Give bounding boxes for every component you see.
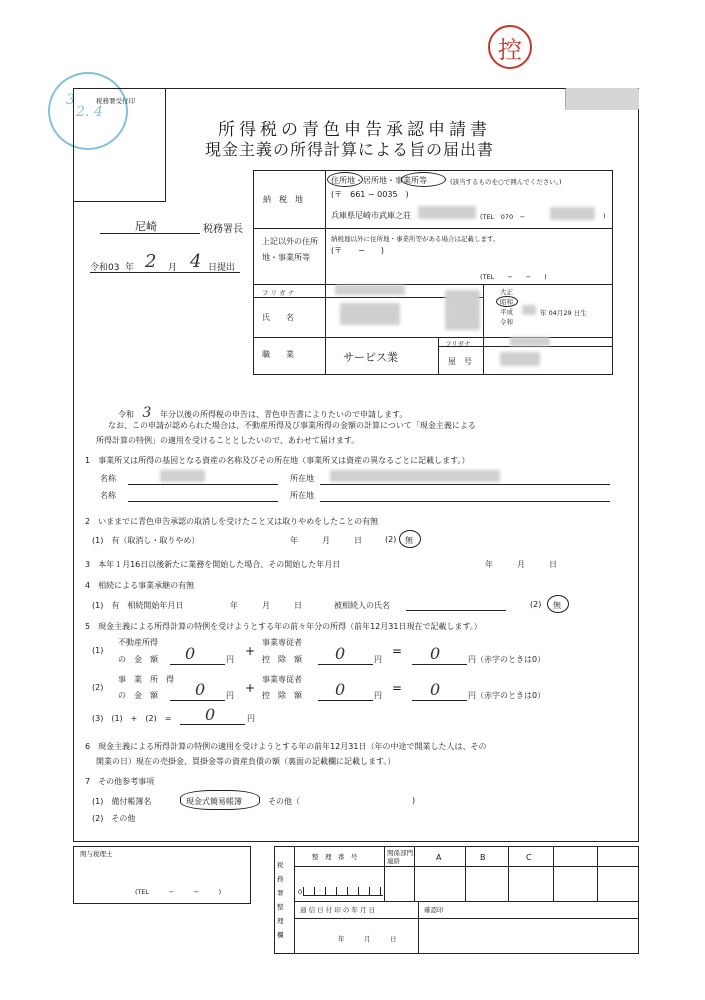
s4-option-1: (1) 有 相続開始年月日	[92, 601, 184, 610]
title-line2: 現金主義の所得計算による旨の届出書	[205, 140, 495, 159]
circle-office	[401, 172, 446, 187]
col-c: C	[526, 853, 532, 862]
col-b: B	[480, 853, 486, 862]
s5-row1-eq: =	[392, 644, 403, 658]
section-4: 4 相続による事業承継の有無	[85, 581, 195, 590]
s2-none: 無	[405, 536, 413, 545]
s5-row2-plus: +	[245, 681, 256, 695]
body-era: 令和	[118, 410, 134, 419]
s1-name-line-2	[128, 501, 278, 502]
redacted-seal	[445, 290, 480, 330]
accountant-tel: (TEL − − )	[135, 888, 222, 896]
s3-date: 年 月 日	[485, 560, 557, 569]
receipt-label: 税務署受付印	[96, 97, 135, 105]
reg-no-label: 整 理 番 号	[312, 853, 358, 861]
section-2: 2 いままでに青色申告承認の取消しを受けたこと又は取りやめをしたことの有無	[85, 517, 379, 526]
body-year: 3	[142, 405, 152, 421]
s5-row1-note: 円（赤字のときは0）	[468, 655, 546, 664]
other-tel: (TEL − − )	[480, 273, 547, 281]
s5-row1-plus: +	[245, 644, 256, 658]
s1-name-1: 名称	[100, 474, 116, 483]
s5-row2-yen2: 円	[374, 691, 382, 700]
s1-place-2: 所在地	[290, 491, 314, 500]
label-job: 職 業	[262, 350, 294, 359]
receipt-box	[73, 88, 166, 202]
s5-row2-yen1: 円	[226, 691, 234, 700]
s7-option-1: (1) 備付帳簿名	[92, 797, 152, 806]
s1-place-line-1	[320, 484, 610, 485]
postal-code: (〒 661 − 0035 )	[331, 190, 409, 199]
redacted-name	[340, 303, 400, 325]
office-use-table	[274, 846, 639, 954]
s7-book: 現金式簡易帳簿	[186, 797, 242, 806]
label-taxplace: 納 税 地	[263, 195, 303, 204]
submit-month: 2	[145, 251, 157, 272]
circle-showa	[496, 296, 518, 307]
s7-other: その他（	[268, 797, 300, 806]
tel-close: )	[603, 212, 606, 220]
office-underline	[100, 233, 200, 234]
dept-label: 関係部門連絡	[387, 849, 413, 865]
body-line3: 所得計算の特例」の適用を受けることとしたいので、あわせて届けます。	[96, 436, 360, 445]
circle-address	[327, 172, 363, 187]
taxpayer-table	[253, 170, 613, 375]
s5-row1-label: (1)	[92, 646, 104, 655]
col-a: A	[436, 853, 442, 862]
date-underline	[90, 272, 240, 273]
s5-row2-d1: 事業専従者	[262, 675, 302, 684]
submit-era: 令和03	[90, 263, 120, 273]
s5-row1-yen2: 円	[374, 655, 382, 664]
submit-month-unit: 月	[168, 263, 178, 273]
other-postal: (〒 − )	[331, 246, 384, 255]
label-furigana: フ リ ガ ナ	[262, 289, 295, 297]
s5-row1-yen1: 円	[226, 655, 234, 664]
s4-none: 無	[553, 601, 561, 610]
s5-row1-d1: 事業専従者	[262, 638, 302, 647]
era-reiwa: 令和	[500, 318, 513, 326]
section-1: 1 事業所又は所得の基因となる資産の名称及びその所在地（事業所又は資産の異なるごとに記載します。）	[85, 456, 470, 465]
s5-row3-value: 0	[205, 705, 216, 724]
place-options: 住所地・居所地・事業所等	[331, 176, 427, 185]
redacted-tel	[550, 207, 595, 220]
section-6-l2: 開業の日）現在の売掛金、買掛金等の資産負債の額（裏面の記載欄に記載します。）	[96, 757, 396, 766]
s4-heir-label: 被相続人の氏名	[334, 601, 390, 610]
other-note: 納税地以外に住所地・事業所等がある場合は記載します。	[331, 235, 500, 243]
s7-close: )	[412, 796, 416, 805]
s5-row3: (3) (1) + (2) =	[92, 714, 172, 723]
body-line2: なお、この申請が認められた場合は、不動産所得及び事業所得の金額の計算について「現金主義による	[108, 421, 476, 430]
s1-place-1: 所在地	[290, 474, 314, 483]
receipt-stamp-month: 2.	[76, 104, 90, 120]
body-line1	[118, 405, 407, 421]
s2-option-2: (2)	[385, 535, 397, 544]
s4-date: 年 月 日	[230, 601, 302, 610]
s5-row2-label: (2)	[92, 683, 104, 692]
s5-row3-yen: 円	[247, 714, 255, 723]
s5-row2-a1: 事 業 所 得	[118, 675, 174, 684]
section-6-l1: 6 現金主義による所得計算の特例の適用を受けようとする年の前年12月31日（年の中途で開業した人は、その	[85, 742, 487, 751]
tax-office-name: 尼崎	[135, 220, 157, 233]
s5-row2-d2: 控 除 額	[262, 691, 302, 700]
s5-row2-v1: 0	[195, 680, 206, 699]
label-furigana2: フリガナ	[445, 340, 471, 348]
tax-office-suffix: 税務署長	[203, 224, 243, 235]
redacted-shop	[500, 352, 540, 366]
submit-day-unit: 日提出	[208, 263, 236, 273]
submit-day: 4	[190, 251, 202, 272]
redacted-s1-place	[330, 470, 500, 482]
s5-row1-v1: 0	[185, 644, 196, 663]
place-note: (該当するものを○で囲んでください。)	[450, 178, 562, 186]
label-other-place: 上記以外の住所地・事業所等	[262, 237, 318, 262]
s5-row1-d2: 控 除 額	[262, 655, 302, 664]
redacted-birthyear	[522, 305, 536, 315]
birth-date: 年 04月29 日生	[540, 309, 587, 317]
s1-name-line-1	[128, 484, 278, 485]
s5-row2-line3	[412, 700, 467, 701]
era-heisei: 平成	[500, 308, 513, 316]
job: サービス業	[343, 351, 398, 364]
s5-row1-a2: の 金 額	[118, 655, 158, 664]
s2-date: 年 月 日	[290, 536, 362, 545]
section-5: 5 現金主義による所得計算の特例を受けようとする年の前々年分の所得（前年12月31日現在で記載します。）	[85, 622, 482, 631]
s5-row2-line1	[170, 700, 225, 701]
comm-date-label: 通 信 日 付 印 の 年 月 日	[300, 906, 376, 914]
s5-row3-line	[180, 724, 245, 725]
receipt-stamp-year: 3	[66, 92, 75, 108]
office-use-label: 税務署整理欄	[277, 861, 284, 939]
era-taisho: 大正	[500, 288, 513, 296]
label-name: 氏 名	[262, 313, 294, 322]
reference-seal	[488, 25, 532, 69]
s5-row2-eq: =	[392, 681, 403, 695]
s5-row2-note: 円（赤字のときは0）	[468, 691, 546, 700]
comm-ym: 年 月 日	[338, 935, 397, 943]
s5-row1-v2: 0	[335, 644, 346, 663]
title-line1: 所得税の青色申告承認申請書	[218, 120, 491, 140]
label-shop: 屋 号	[448, 357, 472, 366]
s7-option-2: (2) その他	[92, 814, 136, 823]
body-line1-text: 年分以後の所得税の申告は、青色申告書によりたいので申請します。	[160, 410, 408, 419]
s5-row2-line2	[318, 700, 373, 701]
redacted-s1-name	[160, 470, 205, 482]
s5-row2-v3: 0	[430, 680, 441, 699]
s5-row1-line3	[412, 664, 467, 665]
s4-heir-line	[406, 610, 506, 611]
redacted-furigana	[335, 285, 405, 295]
address: 兵庫県尼崎市武庫之荘	[331, 211, 411, 220]
submit-year-unit: 年	[125, 263, 135, 273]
s5-row1-a1: 不動産所得	[118, 638, 158, 647]
s4-option-2: (2)	[530, 600, 542, 609]
s5-row1-line1	[170, 664, 225, 665]
accountant-label: 関与税理士	[80, 850, 113, 858]
redacted-shop-kana	[510, 337, 550, 346]
redacted-address	[418, 206, 476, 219]
circle-s2-none	[399, 530, 421, 548]
section-3: 3 本年１月16日以後新たに業務を開始した場合、その開始した年月日	[85, 560, 341, 569]
circle-s4-none	[547, 595, 569, 613]
s5-row2-a2: の 金 額	[118, 691, 158, 700]
reg-ticks	[303, 880, 383, 896]
s1-name-2: 名称	[100, 491, 116, 500]
circle-s7-book	[180, 790, 260, 810]
s5-row1-line2	[318, 664, 373, 665]
reg-zero: 0	[298, 888, 303, 896]
redacted-box	[565, 88, 639, 110]
section-7: 7 その他参考事項	[85, 777, 155, 786]
s2-option-1: (1) 有（取消し・取りやめ）	[92, 536, 200, 545]
receipt-stamp-day: 4	[94, 104, 103, 120]
era-options	[500, 287, 513, 327]
tel: (TEL 070 −	[480, 213, 526, 221]
s5-row1-v3: 0	[430, 644, 441, 663]
confirm-label: 確認印	[424, 906, 444, 914]
era-showa: 昭和	[500, 298, 513, 306]
s1-place-line-2	[320, 501, 610, 502]
reference-seal-text: 控	[498, 35, 522, 64]
s5-row2-v2: 0	[335, 680, 346, 699]
